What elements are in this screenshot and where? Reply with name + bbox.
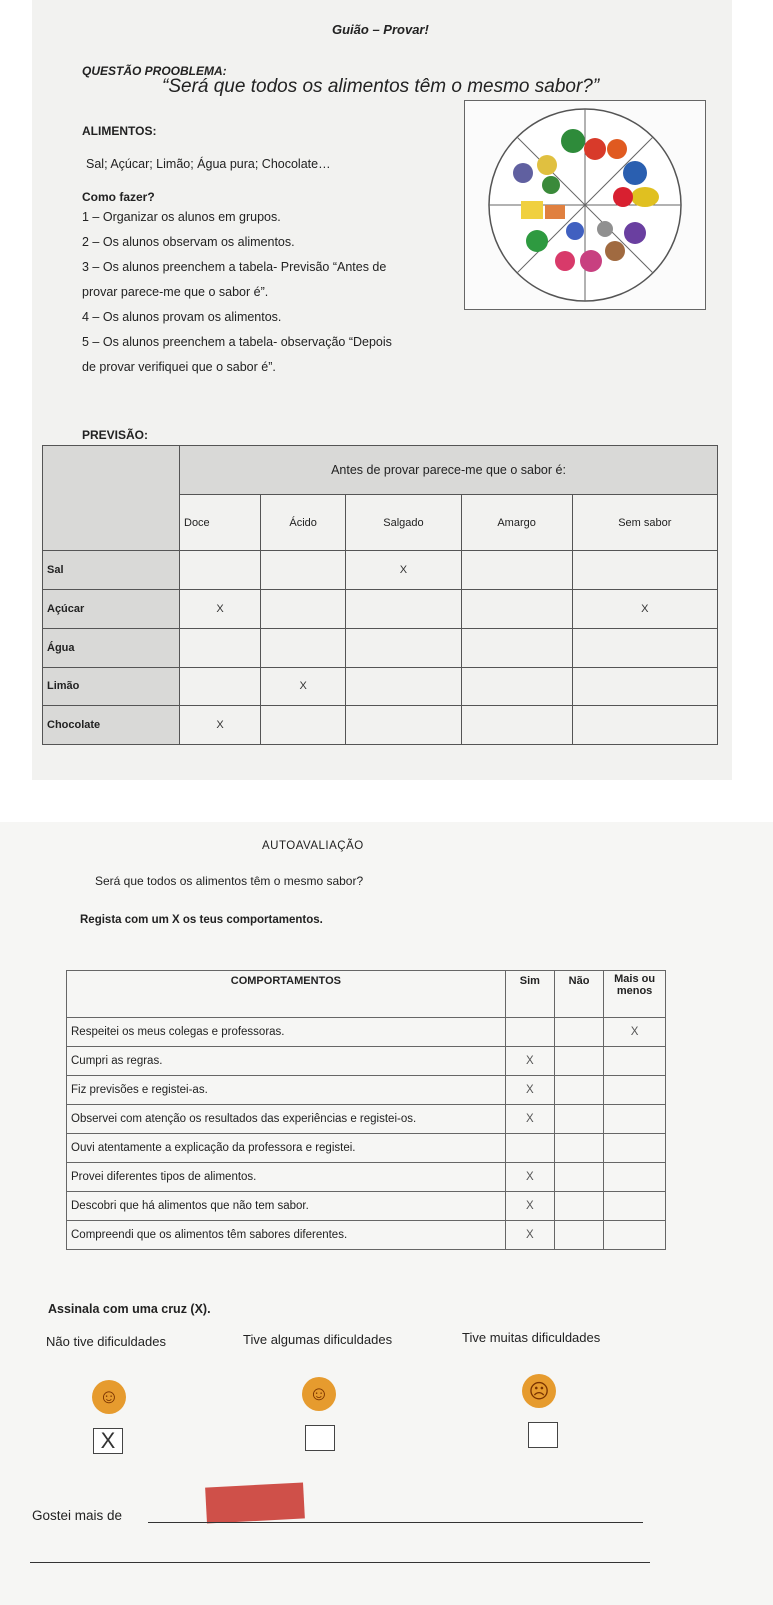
no-cell[interactable] xyxy=(554,1192,603,1221)
option-checkbox[interactable]: X xyxy=(93,1428,123,1454)
mark-cell[interactable] xyxy=(180,667,261,706)
worksheet-page-1 xyxy=(32,0,732,780)
mark-cell[interactable] xyxy=(572,706,717,745)
option-checkbox[interactable] xyxy=(528,1422,558,1448)
yes-cell[interactable]: X xyxy=(505,1192,554,1221)
yes-cell[interactable]: X xyxy=(505,1076,554,1105)
table-row xyxy=(67,1163,666,1192)
mark-cell[interactable]: X xyxy=(180,706,261,745)
question-label: QUESTÃO PROOBLEMA: xyxy=(82,64,227,78)
column-header: Mais ou menos xyxy=(604,971,666,1018)
instruction: Regista com um X os teus comportamentos. xyxy=(80,914,323,926)
table-row xyxy=(43,706,718,745)
howto-label: Como fazer? xyxy=(82,190,155,204)
no-cell[interactable] xyxy=(554,1018,603,1047)
food-wheel-illustration xyxy=(464,100,706,310)
more-or-less-cell[interactable] xyxy=(604,1047,666,1076)
table-row xyxy=(67,1221,666,1250)
table-row xyxy=(67,1018,666,1047)
option-label: Não tive dificuldades xyxy=(46,1334,166,1349)
table-row xyxy=(43,667,718,706)
more-or-less-cell[interactable] xyxy=(604,1163,666,1192)
behaviour-text: Fiz previsões e registei-as. xyxy=(67,1076,506,1105)
column-header: COMPORTAMENTOS xyxy=(67,971,506,1018)
page-title: Guião – Provar! xyxy=(332,22,429,37)
table-corner xyxy=(43,446,180,551)
behaviour-table xyxy=(66,970,666,1250)
mark-cell[interactable] xyxy=(461,706,572,745)
column-headers xyxy=(67,971,666,1018)
yes-cell[interactable]: X xyxy=(505,1047,554,1076)
table-row xyxy=(43,590,718,629)
column-header: Amargo xyxy=(461,495,572,551)
mark-cell[interactable] xyxy=(180,551,261,590)
yes-cell[interactable] xyxy=(505,1134,554,1163)
foods-list: Sal; Açúcar; Limão; Água pura; Chocolate… xyxy=(86,157,331,171)
no-cell[interactable] xyxy=(554,1076,603,1105)
behaviour-text: Provei diferentes tipos de alimentos. xyxy=(67,1163,506,1192)
behaviour-text: Observei com atenção os resultados das experiências e registei-os. xyxy=(67,1105,506,1134)
option-checkbox[interactable] xyxy=(305,1425,335,1451)
option-label: Tive algumas dificuldades xyxy=(243,1332,393,1347)
mark-cell[interactable]: X xyxy=(572,590,717,629)
foods-label: ALIMENTOS: xyxy=(82,124,157,138)
mark-cell[interactable] xyxy=(572,551,717,590)
worksheet-page-2 xyxy=(0,822,773,1605)
column-header: Sim xyxy=(505,971,554,1018)
scribbled-answer xyxy=(205,1482,305,1523)
behaviour-text: Cumpri as regras. xyxy=(67,1047,506,1076)
step-line: 1 – Organizar os alunos em grupos. xyxy=(82,210,281,224)
mark-cell[interactable] xyxy=(261,590,346,629)
mark-cell[interactable]: X xyxy=(261,667,346,706)
mark-cell[interactable] xyxy=(346,667,461,706)
self-eval-question: Será que todos os alimentos têm o mesmo sabor? xyxy=(95,874,364,888)
mark-cell[interactable] xyxy=(180,628,261,667)
neutral-face-icon: ☺ xyxy=(302,1377,336,1411)
table-row xyxy=(43,628,718,667)
food-wheel-icon xyxy=(465,101,705,309)
table-header: Antes de provar parece-me que o sabor é: xyxy=(180,446,718,495)
column-header: Salgado xyxy=(346,495,461,551)
mark-cell[interactable]: X xyxy=(180,590,261,629)
mark-cell[interactable] xyxy=(261,706,346,745)
table-row xyxy=(43,551,718,590)
mark-cell[interactable] xyxy=(572,628,717,667)
prevision-label: PREVISÃO: xyxy=(82,428,149,442)
row-header: Açúcar xyxy=(43,590,180,629)
table-row xyxy=(67,1105,666,1134)
yes-cell[interactable]: X xyxy=(505,1221,554,1250)
table-row xyxy=(67,1047,666,1076)
row-header: Água xyxy=(43,628,180,667)
mark-cell[interactable] xyxy=(346,590,461,629)
column-header: Não xyxy=(554,971,603,1018)
no-cell[interactable] xyxy=(554,1134,603,1163)
mark-cell[interactable] xyxy=(346,706,461,745)
happy-face-icon: ☺ xyxy=(92,1380,126,1414)
page-title: AUTOAVALIAÇÃO xyxy=(262,840,364,852)
no-cell[interactable] xyxy=(554,1163,603,1192)
row-header: Sal xyxy=(43,551,180,590)
mark-cell[interactable] xyxy=(461,628,572,667)
answer-line xyxy=(148,1522,643,1523)
step-line: de provar verifiquei que o sabor é”. xyxy=(82,360,276,374)
prevision-table xyxy=(42,445,718,745)
step-line: provar parece-me que o sabor é”. xyxy=(82,285,269,299)
mark-cell[interactable] xyxy=(261,628,346,667)
mark-cell[interactable] xyxy=(346,628,461,667)
no-cell[interactable] xyxy=(554,1221,603,1250)
liked-label: Gostei mais de xyxy=(32,1508,123,1523)
answer-line xyxy=(30,1562,650,1563)
step-line: 4 – Os alunos provam os alimentos. xyxy=(82,310,282,324)
more-or-less-cell[interactable] xyxy=(604,1134,666,1163)
column-header: Sem sabor xyxy=(572,495,717,551)
more-or-less-cell[interactable] xyxy=(604,1105,666,1134)
more-or-less-cell[interactable] xyxy=(604,1076,666,1105)
sad-face-icon: ☹ xyxy=(522,1374,556,1408)
step-line: 5 – Os alunos preenchem a tabela- observação “Depois xyxy=(82,335,392,349)
yes-cell[interactable]: X xyxy=(505,1105,554,1134)
problem-question: “Será que todos os alimentos têm o mesmo sabor?” xyxy=(162,76,600,97)
table-row xyxy=(67,1192,666,1221)
table-row xyxy=(67,1134,666,1163)
more-or-less-cell[interactable] xyxy=(604,1192,666,1221)
column-header: Ácido xyxy=(261,495,346,551)
yes-cell[interactable]: X xyxy=(505,1163,554,1192)
behaviour-text: Descobri que há alimentos que não tem sabor. xyxy=(67,1192,506,1221)
row-header: Chocolate xyxy=(43,706,180,745)
yes-cell[interactable] xyxy=(505,1018,554,1047)
more-or-less-cell[interactable] xyxy=(604,1221,666,1250)
behaviour-text: Ouvi atentamente a explicação da professora e registei. xyxy=(67,1134,506,1163)
mark-cell[interactable] xyxy=(461,667,572,706)
cross-label: Assinala com uma cruz (X). xyxy=(48,1302,211,1316)
mark-cell[interactable] xyxy=(261,551,346,590)
mark-cell[interactable]: X xyxy=(346,551,461,590)
table-row xyxy=(67,1076,666,1105)
step-line: 2 – Os alunos observam os alimentos. xyxy=(82,235,295,249)
row-header: Limão xyxy=(43,667,180,706)
mark-cell[interactable] xyxy=(461,590,572,629)
steps-list xyxy=(82,205,392,380)
no-cell[interactable] xyxy=(554,1105,603,1134)
more-or-less-cell[interactable]: X xyxy=(604,1018,666,1047)
behaviour-text: Compreendi que os alimentos têm sabores diferentes. xyxy=(67,1221,506,1250)
option-label: Tive muitas dificuldades xyxy=(462,1330,601,1345)
mark-cell[interactable] xyxy=(572,667,717,706)
no-cell[interactable] xyxy=(554,1047,603,1076)
column-header: Doce xyxy=(180,495,261,551)
mark-cell[interactable] xyxy=(461,551,572,590)
behaviour-text: Respeitei os meus colegas e professoras. xyxy=(67,1018,506,1047)
step-line: 3 – Os alunos preenchem a tabela- Previsão “Antes de xyxy=(82,260,387,274)
